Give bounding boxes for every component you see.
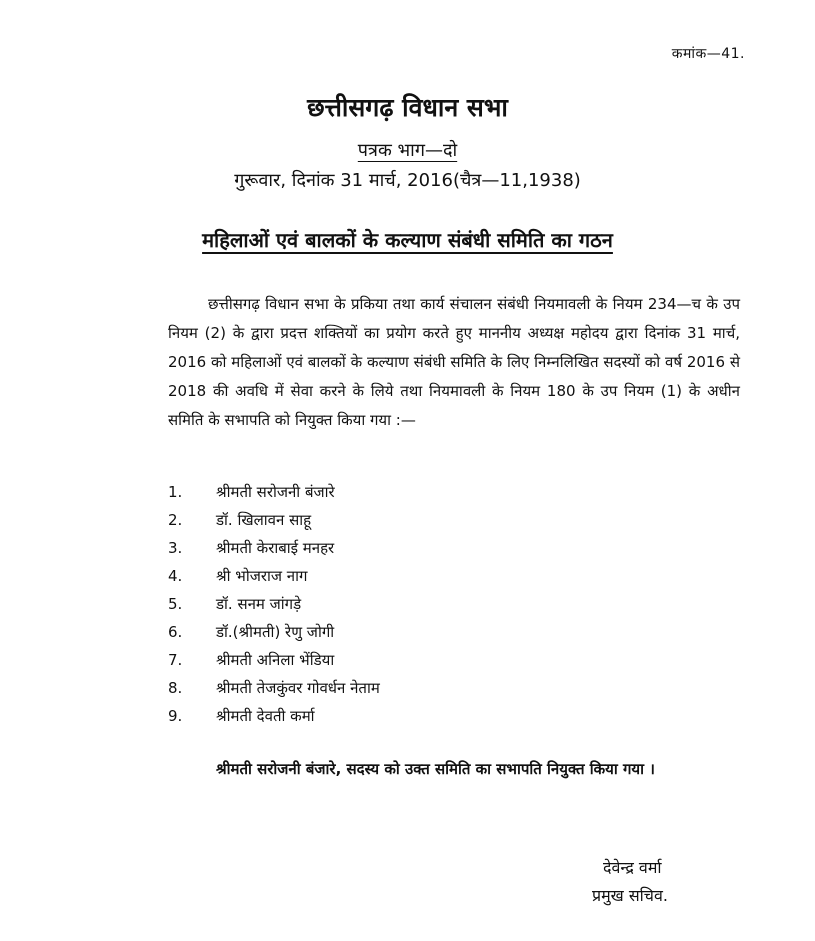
member-name: श्रीमती सरोजनी बंजारे [216, 483, 335, 501]
list-item [168, 506, 380, 534]
item-number: 6. [168, 623, 183, 641]
member-name: डॉ. खिलावन साहू [216, 511, 312, 529]
item-number: 2. [168, 511, 183, 529]
list-item [168, 702, 380, 730]
member-name: श्रीमती तेजकुंवर गोवर्धन नेताम [216, 679, 380, 697]
assembly-title: छत्तीसगढ़ विधान सभा [307, 93, 508, 122]
signatory-title: प्रमुख सचिव. [592, 886, 668, 905]
closing-statement: श्रीमती सरोजनी बंजारे, सदस्य को उक्त समिति का सभापति नियुक्त किया गया । [216, 760, 655, 778]
item-number: 7. [168, 651, 183, 669]
member-name: श्री भोजराज नाग [216, 567, 308, 585]
body-paragraph: छत्तीसगढ़ विधान सभा के प्रकिया तथा कार्य संचालन संबंधी नियमावली के नियम 234—च के उप नियम (2) के द्वारा प्रदत्त शक्तियों का प्रयोग करते हुए माननीय अध्यक्ष महोदय द्वारा दिनांक 31 मार्च, 2016 को महिलाओं एवं बालकों के कल्याण संबंधी समिति के लिए निम्नलिखित सदस्यों को वर्ष 2016 से 2018 की अवधि में सेवा करने के लिये तथा नियमावली के नियम 180 के उप नियम (1) के अधीन समिति के सभापति को नियुक्त किया गया :— [168, 295, 740, 429]
item-number: 8. [168, 679, 183, 697]
member-list [168, 478, 380, 730]
bulletin-part-label: पत्रक भाग—दो [357, 140, 458, 161]
list-item [168, 534, 380, 562]
list-item [168, 674, 380, 702]
item-number: 1. [168, 483, 183, 501]
list-item [168, 618, 380, 646]
member-name: डॉ. सनम जांगड़े [216, 595, 302, 613]
subject-heading [0, 226, 815, 253]
item-number: 5. [168, 595, 183, 613]
item-number: 9. [168, 707, 183, 725]
serial-number: कमांक—41. [671, 46, 745, 62]
list-item [168, 562, 380, 590]
item-number: 3. [168, 539, 183, 557]
list-item [168, 646, 380, 674]
list-item [168, 478, 380, 506]
date-line: गुरूवार, दिनांक 31 मार्च, 2016(चैत्र—11,1938) [234, 170, 581, 191]
signatory-name: देवेन्द्र वर्मा [603, 858, 662, 877]
item-number: 4. [168, 567, 183, 585]
subject-text: महिलाओं एवं बालकों के कल्याण संबंधी समिति का गठन [202, 228, 613, 252]
member-name: श्रीमती अनिला भेंडिया [216, 651, 335, 669]
member-name: श्रीमती केराबाई मनहर [216, 539, 335, 557]
list-item [168, 590, 380, 618]
member-name: डॉ.(श्रीमती) रेणु जोगी [216, 623, 335, 641]
bulletin-part [0, 138, 815, 162]
member-name: श्रीमती देवती कर्मा [216, 707, 315, 725]
